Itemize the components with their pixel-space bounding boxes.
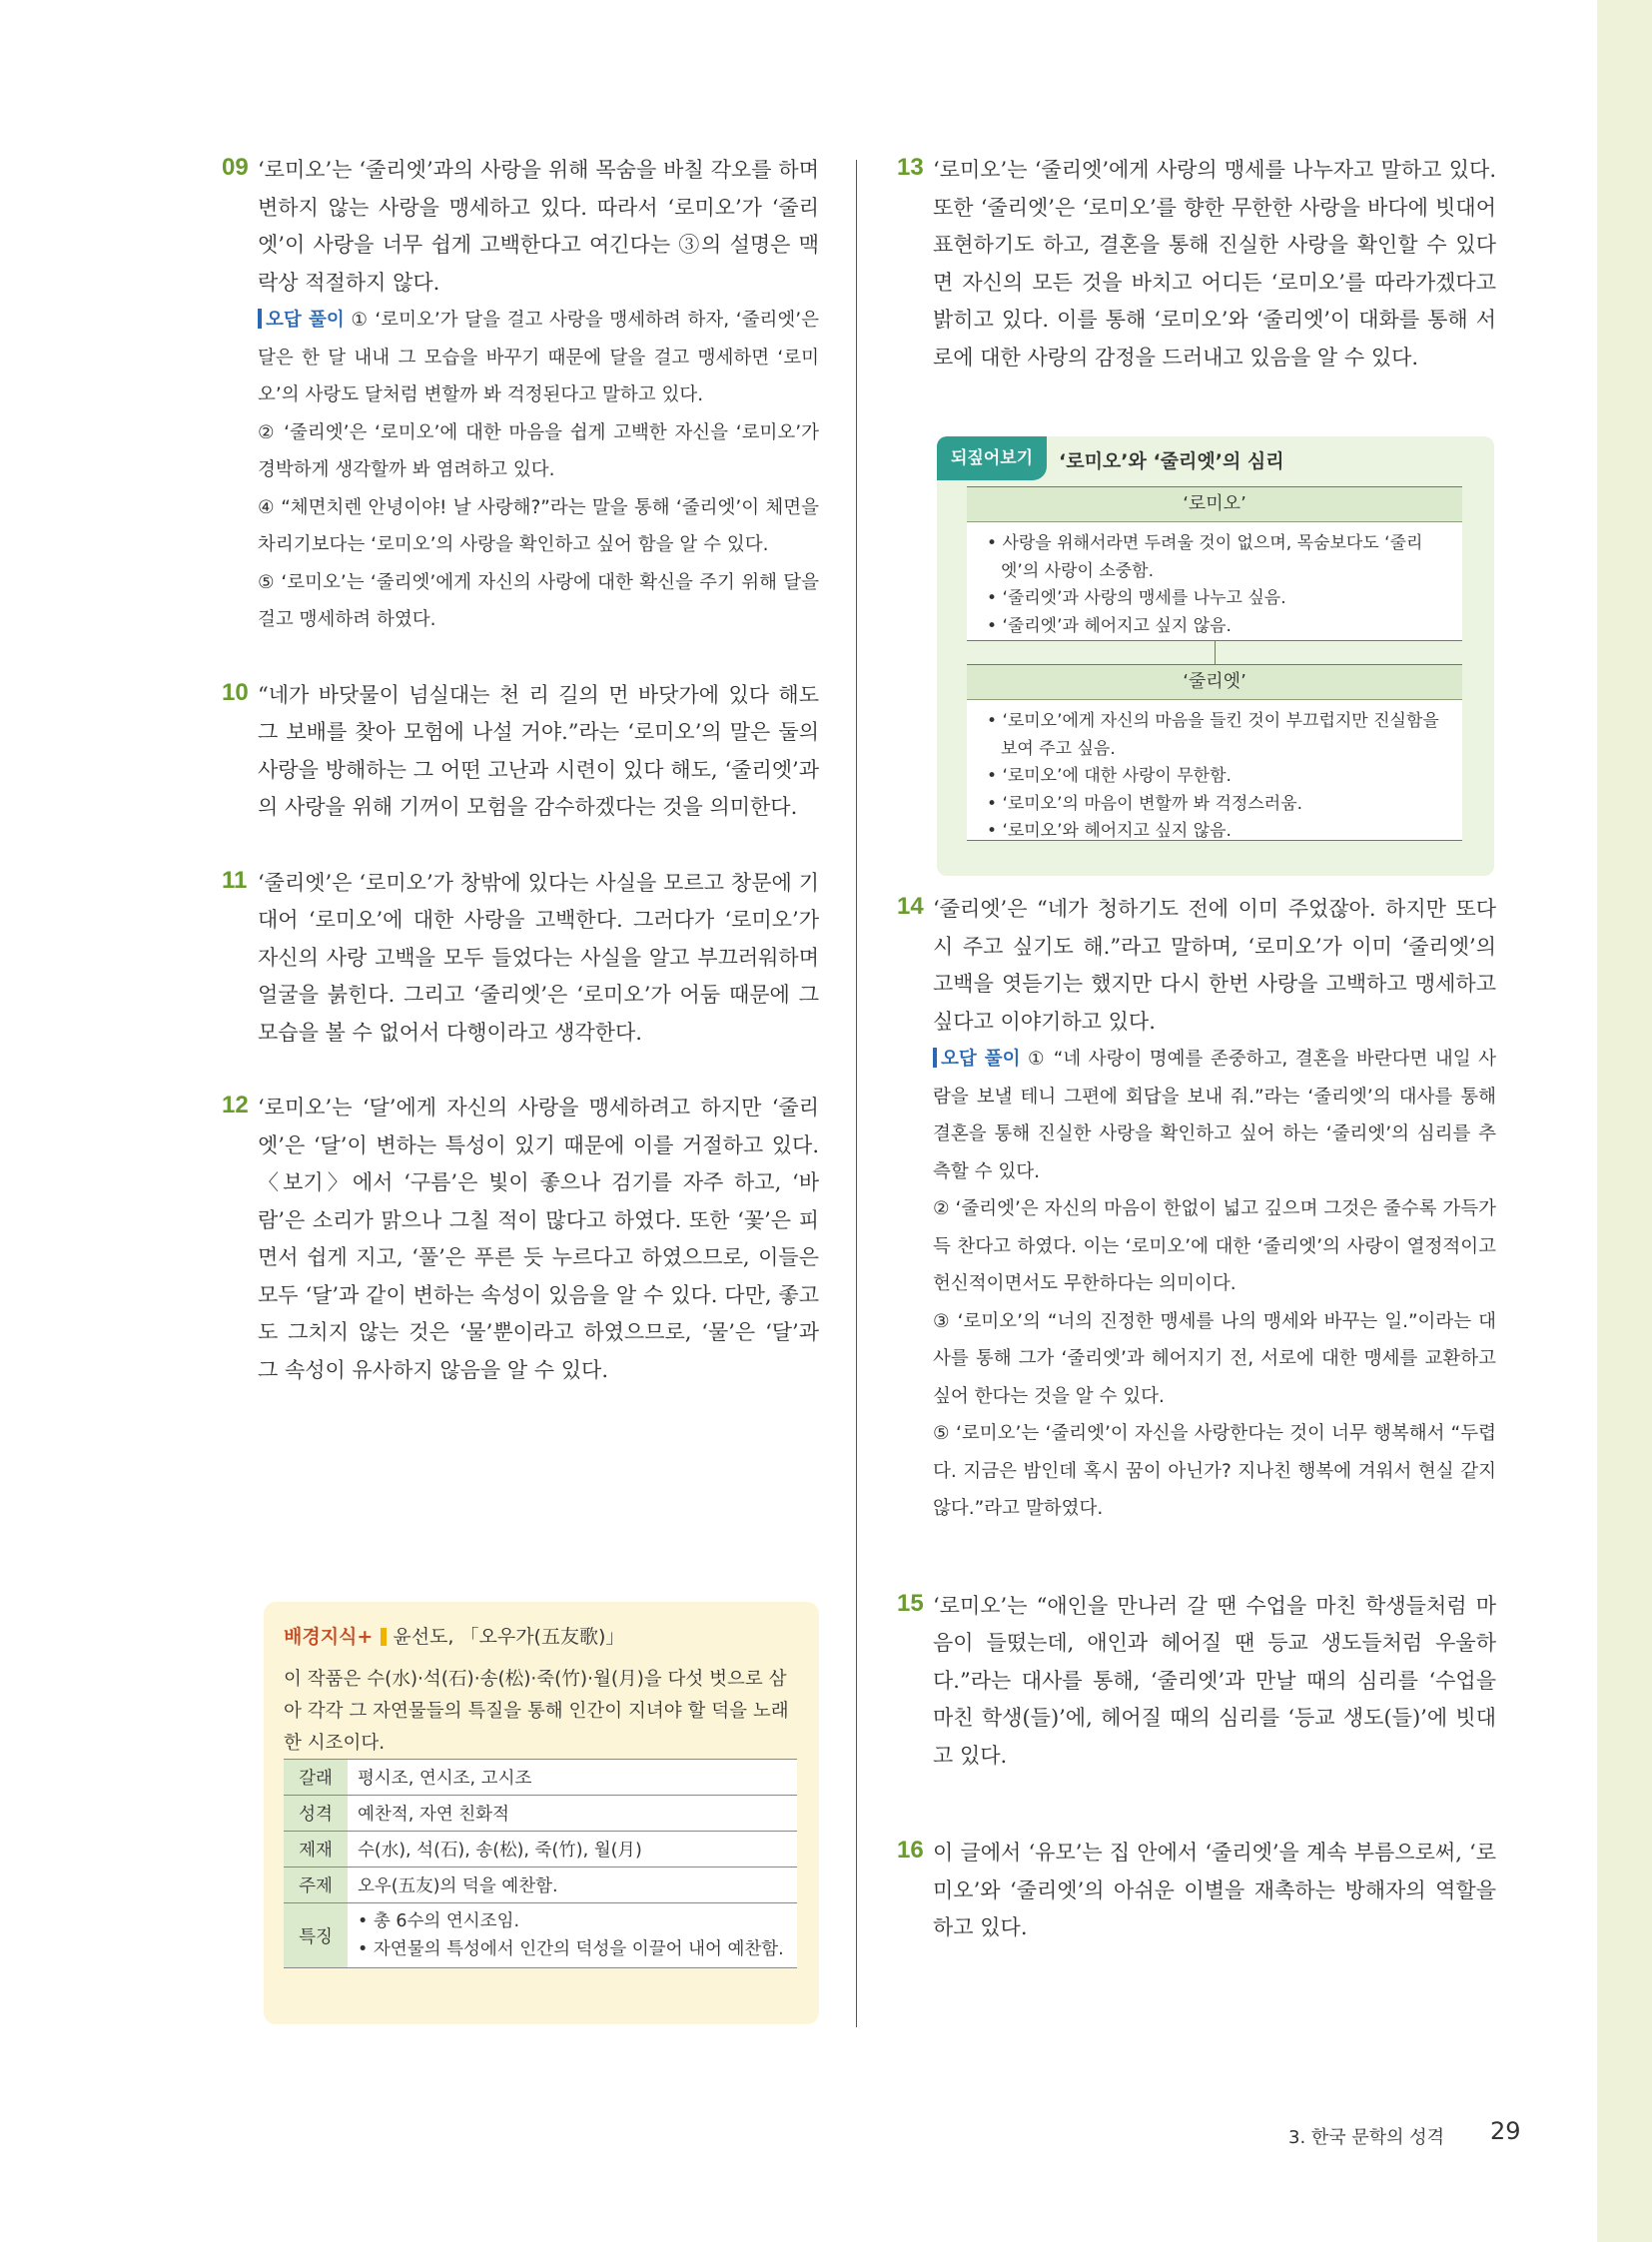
feature-item: • 총 6수의 연시조임. [358,1911,520,1931]
side-stripe [1597,0,1652,2242]
list-item: • ‘로미오’의 마음이 변할까 봐 걱정스러움. [987,793,1303,814]
answer-13 [897,152,1496,376]
answer-text: ‘로미오’는 ‘줄리엣’에게 사랑의 맹세를 나누자고 말하고 있다. 또한 ‘줄리엣’은 ‘로미오’를 향한 무한한 사랑을 바다에 빗대어 표현하기도 하고, 결혼을 통해 진실한 사랑을 확인할 수 있다면 자신의 모든 것을 바치고 어디든 ‘로미오’를 따라가겠다고 밝히고 있다. 이를 통해 ‘로미오’와 ‘줄리엣’이 대화를 통해 서로에 대한 사랑의 감정을 드러내고 있음을 알 수 있다. [933,158,1496,370]
table-row [284,1832,797,1868]
list-item-text: 사랑을 위해서라면 두려울 것이 없으며, 목숨보다도 ‘줄리엣’의 사랑이 소중함. [1001,533,1423,581]
page-number: 29 [1490,2117,1521,2145]
box-title: ‘로미오’와 ‘줄리엣’의 심리 [1059,450,1284,472]
romeo-list [967,521,1462,641]
answer-number: 09 [222,154,249,181]
answer-number: 15 [897,1589,924,1617]
feature-item: • 자연물의 특성에서 인간의 덕성을 이끌어 내어 예찬함. [358,1939,784,1959]
bg-description: 이 작품은 수(水)·석(石)·송(松)·죽(竹)·월(月)을 다섯 벗으로 삼아 각각 그 자연물들의 특질을 통해 인간이 지녀야 할 덕을 노래한 시조이다. [284,1669,789,1754]
row-key: 제재 [284,1832,348,1868]
answer-10 [222,677,819,827]
row-key: 성격 [284,1796,348,1832]
list-item-text: ‘로미오’에 대한 사랑이 무한함. [1002,766,1232,786]
table-row [284,1760,797,1796]
odap-label: 오답 풀이 [266,310,345,331]
odap-item: ② ‘줄리엣’은 자신의 마음이 한없이 넓고 깊으며 그것은 줄수록 가득가득 찬다고 하였다. 이는 ‘로미오’에 대한 ‘줄리엣’의 사랑이 열정적이고 헌신적이면서도 무한하다는 의미이다. [933,1198,1496,1294]
list-item: • ‘줄리엣’과 사랑의 맹세를 나누고 싶음. [987,588,1286,608]
bg-label: 배경지식 [284,1626,358,1648]
answer-number: 13 [897,154,924,181]
row-value: 오우(五友)의 덕을 예찬함. [348,1868,797,1903]
answer-number: 11 [222,866,248,894]
answer-text: ‘줄리엣’은 ‘로미오’가 창밖에 있다는 사실을 모르고 창문에 기대어 ‘로미오’에 대한 사랑을 고백한다. 그러다가 ‘로미오’가 자신의 사랑 고백을 모두 들었다는 사실을 알고 부끄러워하며 얼굴을 붉힌다. 그리고 ‘줄리엣’은 ‘로미오’가 어둠 때문에 그 모습을 볼 수 없어서 다행이라고 생각한다. [258,870,819,1045]
row-key: 특징 [284,1903,348,1968]
row-value [348,1903,797,1968]
list-item: • ‘줄리엣’과 헤어지고 싶지 않음. [987,615,1232,636]
left-column [222,152,819,1389]
odap-marker [933,1048,937,1068]
list-item: • ‘로미오’에 대한 사랑이 무한함. [987,766,1232,786]
row-key: 갈래 [284,1760,348,1796]
answer-15 [897,1588,1496,1776]
title-marker [381,1628,387,1646]
odap-label: 오답 풀이 [941,1049,1021,1070]
bg-work-title: 윤선도, 「오우가(五友歌)」 [393,1626,625,1648]
row-key: 주제 [284,1868,348,1903]
connector-line [1215,640,1216,664]
list-item-text: ‘로미오’와 헤어지고 싶지 않음. [1002,821,1232,841]
answer-11 [222,865,819,1053]
list-item-text: ‘줄리엣’과 헤어지고 싶지 않음. [1002,615,1232,636]
answer-text: “네가 바닷물이 넘실대는 천 리 길의 먼 바닷가에 있다 해도 그 보배를 찾아 모험에 나설 거야.”라는 ‘로미오’의 말은 둘의 사랑을 방해하는 그 어떤 고난과 시련이 있다 해도, ‘줄리엣’과의 사랑을 위해 기꺼이 모험을 감수하겠다는 것을 의미한다. [258,682,819,819]
table-row [284,1903,797,1968]
list-item-text: ‘줄리엣’과 사랑의 맹세를 나누고 싶음. [1002,588,1286,608]
answer-text: ‘로미오’는 ‘달’에게 자신의 사랑을 맹세하려고 하지만 ‘줄리엣’은 ‘달’이 변하는 특성이 있기 때문에 이를 거절하고 있다. 〈보기〉에서 ‘구름’은 빛이 좋으나 검기를 자주 하고, ‘바람’은 소리가 맑으나 그칠 적이 많다고 하였다. 또한 ‘꽃’은 피면서 쉽게 지고, ‘풀’은 푸른 듯 누르다고 하였으므로, 이들은 모두 ‘달’과 같이 변하는 속성이 있음을 알 수 있다. 다만, 좋고도 그치지 않는 것은 ‘물’뿐이라고 하였으므로, ‘물’은 ‘달’과 그 속성이 유사하지 않음을 알 수 있다. [258,1096,819,1382]
list-item: • ‘로미오’와 헤어지고 싶지 않음. [987,821,1232,841]
odap-explanation [258,302,819,414]
odap-item: ③ ‘로미오’의 “너의 진정한 맹세를 나의 맹세와 바꾸는 일.”이라는 대사를 통해 그가 ‘줄리엣’과 헤어지기 전, 서로에 대한 맹세를 교환하고 싶어 한다는 것을 알 수 있다. [933,1310,1496,1407]
answer-14 [897,891,1496,1528]
row-value: 평시조, 연시조, 고시조 [348,1760,797,1796]
list-item: • 사랑을 위해서라면 두려울 것이 없으며, 목숨보다도 ‘줄리엣’의 사랑이 소중함. [987,533,1423,581]
answer-09 [222,152,819,639]
odap-item: ② ‘줄리엣’은 ‘로미오’에 대한 마음을 쉽게 고백한 자신을 ‘로미오’가 경박하게 생각할까 봐 염려하고 있다. [258,421,819,480]
answer-text: 이 글에서 ‘유모’는 집 안에서 ‘줄리엣’을 계속 부름으로써, ‘로미오’와 ‘줄리엣’의 아쉬운 이별을 재촉하는 방해자의 역할을 하고 있다. [933,1841,1496,1939]
right-column [897,152,1496,1947]
list-item-text: ‘로미오’의 마음이 변할까 봐 걱정스러움. [1002,793,1303,814]
answer-number: 12 [222,1092,249,1119]
odap-item: ⑤ ‘로미오’는 ‘줄리엣’에게 자신의 사랑에 대한 확신을 주기 위해 달을 걸고 맹세하려 하였다. [258,571,819,630]
answer-text: ‘줄리엣’은 “네가 청하기도 전에 이미 주었잖아. 하지만 또다시 주고 싶기도 해.”라고 말하며, ‘로미오’가 이미 ‘줄리엣’의 고백을 엿듣기는 했지만 다시 한번 사랑을 고백하고 맹세하고 싶다고 이야기하고 있다. [933,897,1496,1034]
juliet-header: ‘줄리엣’ [967,664,1462,699]
odap-marker [258,309,262,329]
juliet-list [967,699,1462,841]
background-knowledge-box [264,1602,819,2024]
answer-text: ‘로미오’는 “애인을 만나러 갈 땐 수업을 마친 학생들처럼 마음이 들떴는데, 애인과 헤어질 땐 등교 생도들처럼 우울하다.”라는 대사를 통해, ‘줄리엣’과 만날 때의 심리를 ‘수업을 마친 학생(들)’에, 헤어질 때의 심리를 ‘등교 생도(들)’에 빗대고 있다. [933,1593,1496,1768]
odap-item: ⑤ ‘로미오’는 ‘줄리엣’이 자신을 사랑한다는 것이 너무 행복해서 “두렵다. 지금은 밤인데 혹시 꿈이 아닌가? 지나친 행복에 겨워서 현실 같지 않다.”라고 말하였다. [933,1423,1496,1519]
odap-explanation [933,1041,1496,1190]
answer-number: 14 [897,893,924,920]
psychology-summary-box [937,436,1494,876]
answer-number: 16 [897,1837,924,1864]
answer-16 [897,1835,1496,1947]
romeo-header: ‘로미오’ [967,486,1462,521]
odap-item: ① ‘로미오’가 달을 걸고 사랑을 맹세하려 하자, ‘줄리엣’은 달은 한 달 내내 그 모습을 바꾸기 때문에 달을 걸고 맹세하면 ‘로미오’의 사랑도 달처럼 변할까 봐 걱정된다고 말하고 있다. [258,310,819,405]
bg-title [284,1622,624,1649]
column-divider [856,160,857,2027]
table-row [284,1796,797,1832]
answer-number: 10 [222,678,249,706]
answer-12 [222,1090,819,1389]
review-tag: 되짚어보기 [937,436,1047,480]
table-row [284,1868,797,1903]
plus-icon: + [357,1626,374,1648]
section-footer: 3. 한국 문학의 성격 [1288,2127,1445,2148]
list-item-text: ‘로미오’에게 자신의 마음을 들킨 것이 부끄럽지만 진실함을 보여 주고 싶음. [1001,711,1439,759]
answer-text: ‘로미오’는 ‘줄리엣’과의 사랑을 위해 목숨을 바칠 각오를 하며 변하지 않는 사랑을 맹세하고 있다. 따라서 ‘로미오’가 ‘줄리엣’이 사랑을 너무 쉽게 고백한다고 여긴다는 ③의 설명은 맥락상 적절하지 않다. [258,158,819,295]
row-value: 수(水), 석(石), 송(松), 죽(竹), 월(月) [348,1832,797,1868]
odap-item: ④ “체면치렌 안녕이야! 날 사랑해?”라는 말을 통해 ‘줄리엣’이 체면을 차리기보다는 ‘로미오’의 사랑을 확인하고 싶어 함을 알 수 있다. [258,496,819,555]
feature-text: 자연물의 특성에서 인간의 덕성을 이끌어 내어 예찬함. [373,1939,784,1959]
feature-text: 총 6수의 연시조임. [373,1911,520,1931]
list-item: • ‘로미오’에게 자신의 마음을 들킨 것이 부끄럽지만 진실함을 보여 주고 싶음. [987,711,1439,759]
row-value: 예찬적, 자연 친화적 [348,1796,797,1832]
bg-table [284,1759,797,1968]
odap-item: ① “네 사랑이 명예를 존중하고, 결혼을 바란다면 내일 사람을 보낼 테니 그편에 회답을 보내 줘.”라는 ‘줄리엣’의 대사를 통해 결혼을 통해 진실한 사랑을 확인하고 싶어 하는 ‘줄리엣’의 심리를 추측할 수 있다. [933,1049,1496,1182]
